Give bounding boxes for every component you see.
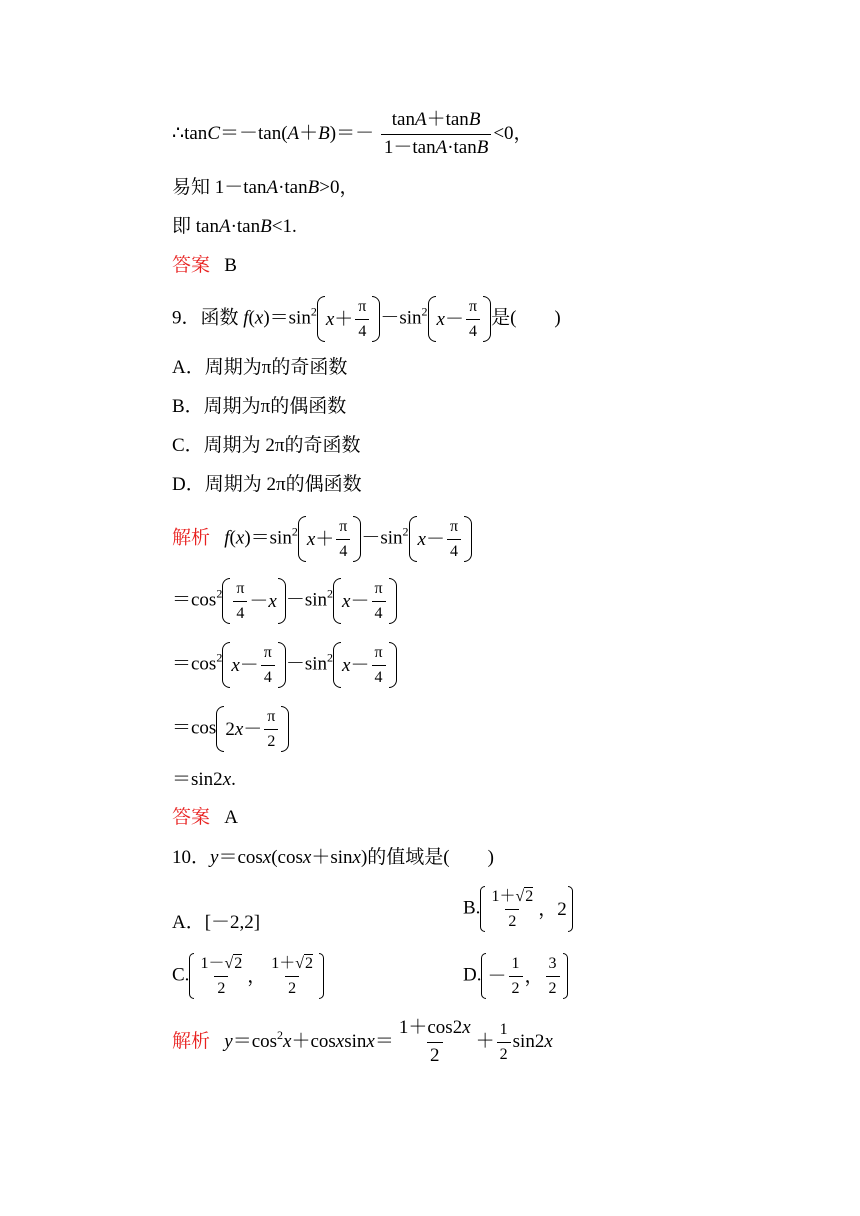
option-10a: A．[－2,2]	[172, 912, 261, 933]
fraction-tan	[381, 110, 491, 159]
text: 1－tan	[383, 136, 436, 158]
solution-label: 解析	[172, 527, 211, 549]
text: 易知 1－tan	[172, 177, 267, 198]
text: )＝sin	[263, 307, 311, 329]
var-A: A	[435, 136, 448, 158]
paren-group: 2 x － $\frac{\pi}{2}$	[216, 706, 289, 752]
paren-group	[428, 296, 492, 342]
fraction-half: $\frac{1}{2}$	[497, 1021, 511, 1063]
answer-8	[172, 256, 237, 275]
bracket-group: － $\frac{1}{2}$ ， $\frac{3}{2}$	[481, 953, 567, 999]
text: ＝－tan(	[220, 122, 288, 144]
var-f: f	[243, 307, 249, 329]
text: ∴tan	[172, 122, 208, 144]
fraction-pi-4: $\frac{\pi}{4}$	[355, 298, 369, 340]
text: >0，	[319, 177, 359, 198]
option-9a: A．周期为π的奇函数	[172, 357, 348, 378]
solution-9-step3: $=\cos^2$ x － $\frac{\pi}{4}$ $-\sin^2$ x － $\frac{\pi}{4}$	[172, 642, 397, 688]
var-x: x	[325, 308, 335, 330]
answer-value: A	[224, 807, 238, 828]
text: ＋	[334, 308, 354, 330]
text: ＋	[299, 122, 319, 144]
text: ·tan	[230, 216, 261, 237]
answer-9	[172, 808, 238, 827]
line-ji	[172, 217, 297, 236]
var-B: B	[468, 109, 481, 130]
var-A: A	[414, 109, 427, 130]
text: ·tan	[278, 177, 308, 198]
fraction: $\frac{1+\cos 2x}{2}$	[398, 1017, 471, 1066]
paren-group: x ＋ $\frac{\pi}{4}$	[298, 516, 362, 562]
var-A: A	[218, 216, 231, 237]
answer-value: B	[224, 255, 237, 276]
option-9c: C．周期为 2π的奇函数	[172, 435, 361, 456]
paren-group: x － $\frac{\pi}{4}$	[333, 642, 397, 688]
var-x: x	[436, 308, 445, 330]
var-C: C	[207, 122, 220, 144]
paren-group: $\frac{\pi}{4}$ － x	[222, 578, 286, 624]
var-B: B	[307, 177, 320, 198]
var-A: A	[266, 177, 279, 198]
text: －sin	[380, 307, 422, 329]
text: )＝－	[329, 122, 375, 144]
solution-label: 解析	[172, 1030, 211, 1052]
solution-9-step4: ＝cos 2 x － $\frac{\pi}{2}$	[172, 706, 289, 752]
text: ·tan	[447, 136, 477, 158]
bracket-group: $\frac{1-√2}{2}$ ， $\frac{1+√2}{2}$	[189, 953, 324, 999]
option-10d: D. － $\frac{1}{2}$ ， $\frac{3}{2}$	[463, 953, 568, 999]
text: 是( )	[491, 307, 561, 329]
line-tanC	[172, 110, 533, 159]
fraction-pi-4: $\frac{\pi}{4}$	[466, 298, 480, 340]
superscript: 2	[310, 304, 317, 319]
text: ＋tan	[426, 109, 469, 130]
solution-9-step1: 解析 $f(x)=\sin^2$ x ＋ $\frac{\pi}{4}$ $-\sin^2$ x － $\frac{\pi}{4}$	[172, 516, 472, 562]
var-A: A	[287, 122, 300, 144]
text: <0，	[493, 122, 533, 144]
option-9d: D．周期为 2π的偶函数	[172, 474, 362, 495]
text: <1.	[271, 216, 297, 237]
text: －	[444, 308, 464, 330]
question-10: 10．y＝cosx(cosx＋sinx)的值域是( )	[172, 847, 494, 868]
paren-group: x － $\frac{\pi}{4}$	[409, 516, 473, 562]
solution-9-step5: ＝sin2x.	[172, 769, 236, 790]
superscript: 2	[421, 304, 428, 319]
paren-group	[317, 296, 381, 342]
text: tan	[391, 109, 415, 130]
option-10c: C. $\frac{1-√2}{2}$ ， $\frac{1+√2}{2}$	[172, 953, 324, 999]
var-x: x	[254, 307, 264, 329]
question-9	[172, 296, 561, 342]
solution-10: 解析 $y=\cos^2x+cosxsinx=$ $\frac{1+\cos 2x}{2}$ ＋ $\frac{1}{2}$ sin2x	[172, 1017, 553, 1066]
text: 即 tan	[172, 216, 219, 237]
paren-group: x － $\frac{\pi}{4}$	[333, 578, 397, 624]
answer-label: 答案	[172, 807, 211, 828]
var-B: B	[260, 216, 272, 237]
var-B: B	[476, 136, 489, 158]
text: 9．函数	[172, 307, 244, 329]
line-yizhi	[172, 178, 358, 197]
var-B: B	[318, 122, 330, 144]
text: (	[248, 307, 255, 329]
answer-label: 答案	[172, 255, 211, 276]
solution-9-step2: $=\cos^2$ $\frac{\pi}{4}$ － x $-\sin^2$ x － $\frac{\pi}{4}$	[172, 578, 397, 624]
option-10b: B. $\frac{1+√2}{2}$ ， 2	[463, 886, 573, 932]
paren-group: x － $\frac{\pi}{4}$	[222, 642, 286, 688]
bracket-group: $\frac{1+√2}{2}$ ， 2	[480, 886, 572, 932]
var-f: f	[224, 527, 230, 549]
option-9b: B．周期为π的偶函数	[172, 396, 347, 417]
